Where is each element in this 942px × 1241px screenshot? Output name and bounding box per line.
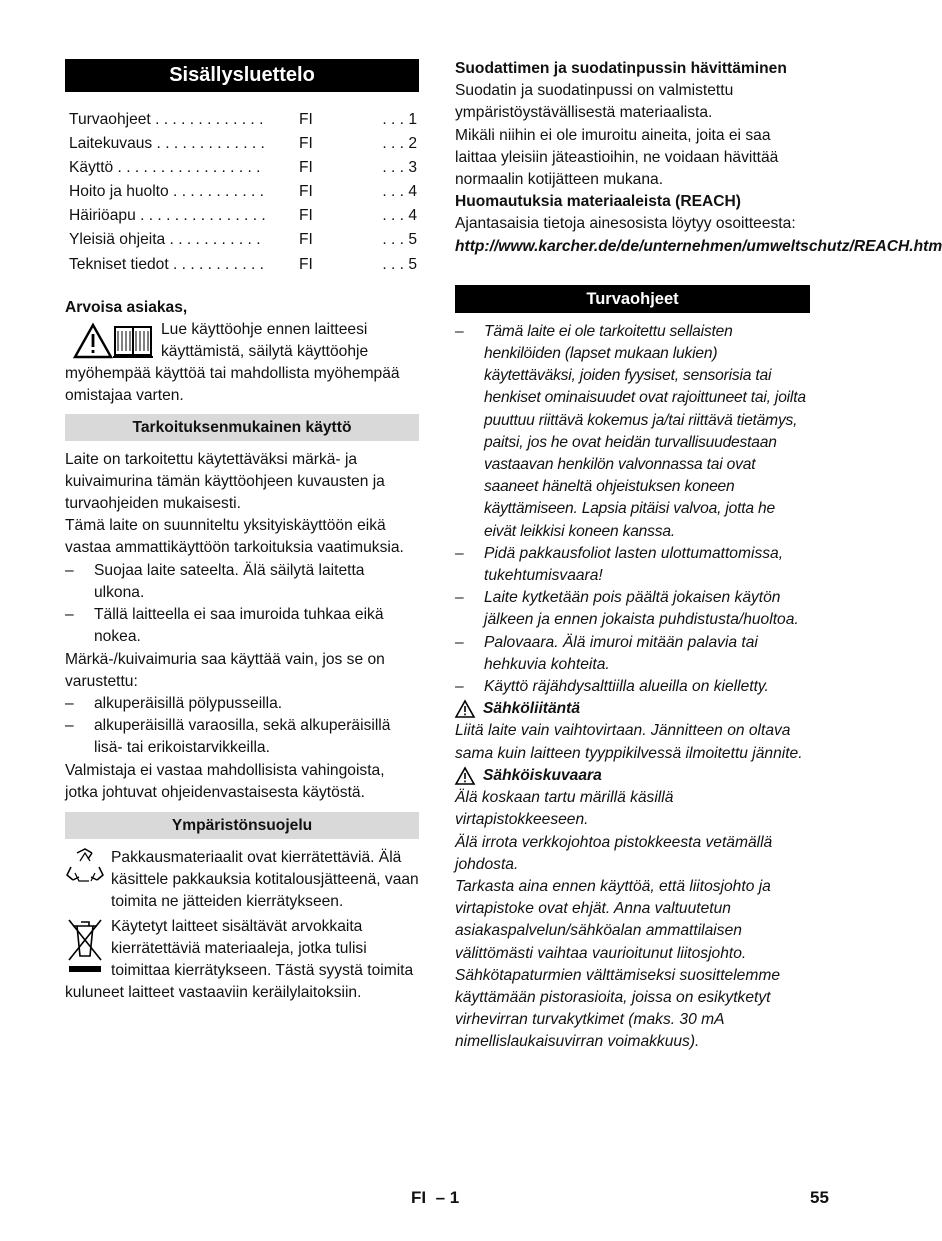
toc-title: Hoito ja huolto . . . . . . . . . . .: [69, 183, 265, 201]
electrical-heading: Sähköliitäntä: [455, 698, 810, 720]
toc-lang: FI: [299, 159, 313, 177]
greeting: Arvoisa asiakas,: [65, 298, 188, 316]
shock-p2: Älä irrota verkkojohtoa pistokkeesta vetämällä johdosta.: [455, 833, 773, 873]
list-item: – Tämä laite ei ole tarkoitettu sellaisten henkilöiden (lapset mukaan lukien) käytettäväksi, joiden fyysiset, sensorisia tai henkiset ominaisuudet ovat rajoittuneet tai, joilta puuttuu riittävä kokemus ja/tai riittävä tietämys, paitsi, jos he ovat heidän turvallisuudestaan vastaavan henkilön valvonnassa tai ovat saaneet häneltä ohjeistuksen koneen käyttämiseen. Lapsia pitäisi valvoa, jotta he eivät leikkisi koneen kanssa.: [455, 322, 806, 540]
shock-p1: Älä koskaan tartu märillä käsillä virtapistokkeeseen.: [455, 789, 674, 829]
electrical-p: Liitä laite vain vaihtovirtaan. Jännitteen on oltava sama kuin laitteen tyyppikilvessä ilmoitettu jännite.: [455, 722, 803, 762]
toc-lang: FI: [299, 110, 313, 128]
reach-p: Ajantasaisia tietoja ainesosista löytyy osoitteesta:: [455, 215, 796, 233]
intro-line-b: käyttämistä, säilytä käyttöohje: [161, 343, 369, 361]
toc-page: . . . 5: [382, 231, 417, 249]
toc-row[interactable]: [65, 180, 419, 204]
toc-title: Laitekuvaus . . . . . . . . . . . . .: [69, 135, 265, 153]
left-column: [65, 58, 419, 1004]
toc-page: . . . 5: [382, 255, 417, 273]
list-item: – Palovaara. Älä imuroi mitään palavia tai hehkuvia kohteita.: [455, 633, 758, 673]
toc-lang: FI: [299, 183, 313, 201]
reach-heading: Huomautuksia materiaaleista (REACH): [455, 193, 741, 211]
intended-use-p4: Valmistaja ei vastaa mahdollisista vahingoista, jotka johtuvat ohjeidenvastaisesta käytöstä.: [65, 761, 385, 801]
intended-use-p3: Märkä-/kuivaimuria saa käyttää vain, jos se on varustettu:: [65, 650, 385, 690]
section-environment: Ympäristönsuojelu: [65, 812, 419, 839]
list-item: – alkuperäisillä varaosilla, sekä alkuperäisillä lisä- tai erikoistarvikkeilla.: [65, 717, 391, 757]
env-old-devices: Käytetyt laitteet sisältävät arvokkaita kierrätettäviä materiaaleja, jotka tulisi toimittaa kierrätykseen. Tästä syystä toimita kuluneet laitteet vastaaviin keräilylaitoksiin.: [65, 917, 414, 1002]
toc-row[interactable]: [65, 108, 419, 132]
intro-line-a: Lue käyttöohje ennen laitteesi: [161, 320, 368, 338]
filter-p1: Suodatin ja suodatinpussi on valmistettu ympäristöystävällisestä materiaalista.: [455, 82, 734, 122]
toc-lang: FI: [299, 207, 313, 225]
list-item: – Laite kytketään pois päältä jokaisen käytön jälkeen ja ennen jokaista puhdistusta/huoltoa.: [455, 589, 799, 629]
toc-title: Sisällysluettelo: [65, 59, 419, 92]
toc-row[interactable]: [65, 253, 419, 277]
section-safety: Turvaohjeet: [455, 285, 810, 313]
shock-p4: Sähkötapaturmien välttämiseksi suosittelemme käyttämään pistorasioita, joissa on esikytketyt virhevirran turvakytkimet (maks. 30 mA nimellislaukaisuvirran voimakkuus).: [455, 966, 781, 1051]
list-item: – Suojaa laite sateelta. Älä säilytä laitetta ulkona.: [65, 561, 365, 601]
warning-icon: [455, 700, 475, 718]
toc-title: Häiriöapu . . . . . . . . . . . . . . .: [69, 207, 266, 225]
list-item: – Pidä pakkausfoliot lasten ulottumattomissa, tukehtumisvaara!: [455, 544, 784, 585]
filter-disposal-heading: Suodattimen ja suodatinpussin hävittäminen: [455, 60, 787, 77]
weee-bin-icon: [65, 916, 105, 981]
warning-manual-icon: [73, 321, 157, 361]
list-item: – Tällä laitteella ei saa imuroida tuhkaa eikä nokea.: [65, 606, 384, 646]
toc-page: . . . 3: [382, 159, 417, 177]
toc-page: . . . 4: [382, 183, 417, 201]
reach-url[interactable]: http://www.karcher.de/de/unternehmen/umweltschutz/REACH.htm: [455, 237, 942, 255]
filter-p2: Mikäli niihin ei ole imuroitu aineita, joita ei saa laittaa yleisiin jäteastioihin, ne voidaan hävittää normaalin kotijätteen mukana.: [455, 126, 779, 189]
page-number: 55: [810, 1188, 829, 1207]
intended-use-p2: Tämä laite on suunniteltu yksityiskäyttöön eikä vastaa ammattikäyttöön tarkoituksia vaatimuksia.: [65, 517, 404, 557]
table-of-contents: [65, 108, 419, 277]
intro-line-c: myöhempää käyttöä tai mahdollista myöhempää omistajaa varten.: [65, 365, 400, 405]
toc-title: Käyttö . . . . . . . . . . . . . . . . .: [69, 159, 261, 177]
toc-page: . . . 2: [382, 135, 417, 153]
list-item: – Käyttö räjähdysalttiilla alueilla on kielletty.: [455, 678, 769, 696]
section-intended-use: Tarkoituksenmukainen käyttö: [65, 414, 419, 441]
toc-row[interactable]: [65, 228, 419, 252]
list-item: – alkuperäisillä pölypusseilla.: [65, 694, 283, 712]
shock-p3: Tarkasta aina ennen käyttöä, että liitosjohto ja virtapistoke ovat ehjät. Anna valtuutetun asiakaspalvelun/sähköalan ammattilaisen välittömästi vaihtaa vaurioitunut liitosjohto.: [455, 877, 771, 962]
toc-page: . . . 4: [382, 207, 417, 225]
toc-lang: FI: [299, 135, 313, 153]
toc-lang: FI: [299, 231, 313, 249]
footer-lang: FI – 1: [411, 1188, 460, 1207]
toc-lang: FI: [299, 255, 313, 273]
warning-icon: [455, 767, 475, 785]
toc-page: . . . 1: [382, 110, 417, 128]
toc-row[interactable]: [65, 204, 419, 228]
right-column: [455, 58, 942, 1054]
intended-use-p1: Laite on tarkoitettu käytettäväksi märkä- ja kuivaimurina tämän käyttöohjeen kuvausten ja turvaohjeiden mukaisesti.: [65, 450, 385, 513]
recycle-icon: [65, 847, 105, 894]
toc-title: Yleisiä ohjeita . . . . . . . . . . .: [69, 231, 261, 249]
toc-row[interactable]: [65, 156, 419, 180]
toc-row[interactable]: [65, 132, 419, 156]
shock-heading: Sähköiskuvaara: [455, 765, 810, 787]
intro-block: [65, 319, 419, 408]
toc-title: Turvaohjeet . . . . . . . . . . . . .: [69, 110, 264, 128]
toc-title: Tekniset tiedot . . . . . . . . . . .: [69, 255, 264, 273]
env-packaging: Pakkausmateriaalit ovat kierrätettäviä. Älä käsittele pakkauksia kotitalousjätteenä, vaan toimita ne jätteiden kierrätykseen.: [65, 847, 419, 914]
